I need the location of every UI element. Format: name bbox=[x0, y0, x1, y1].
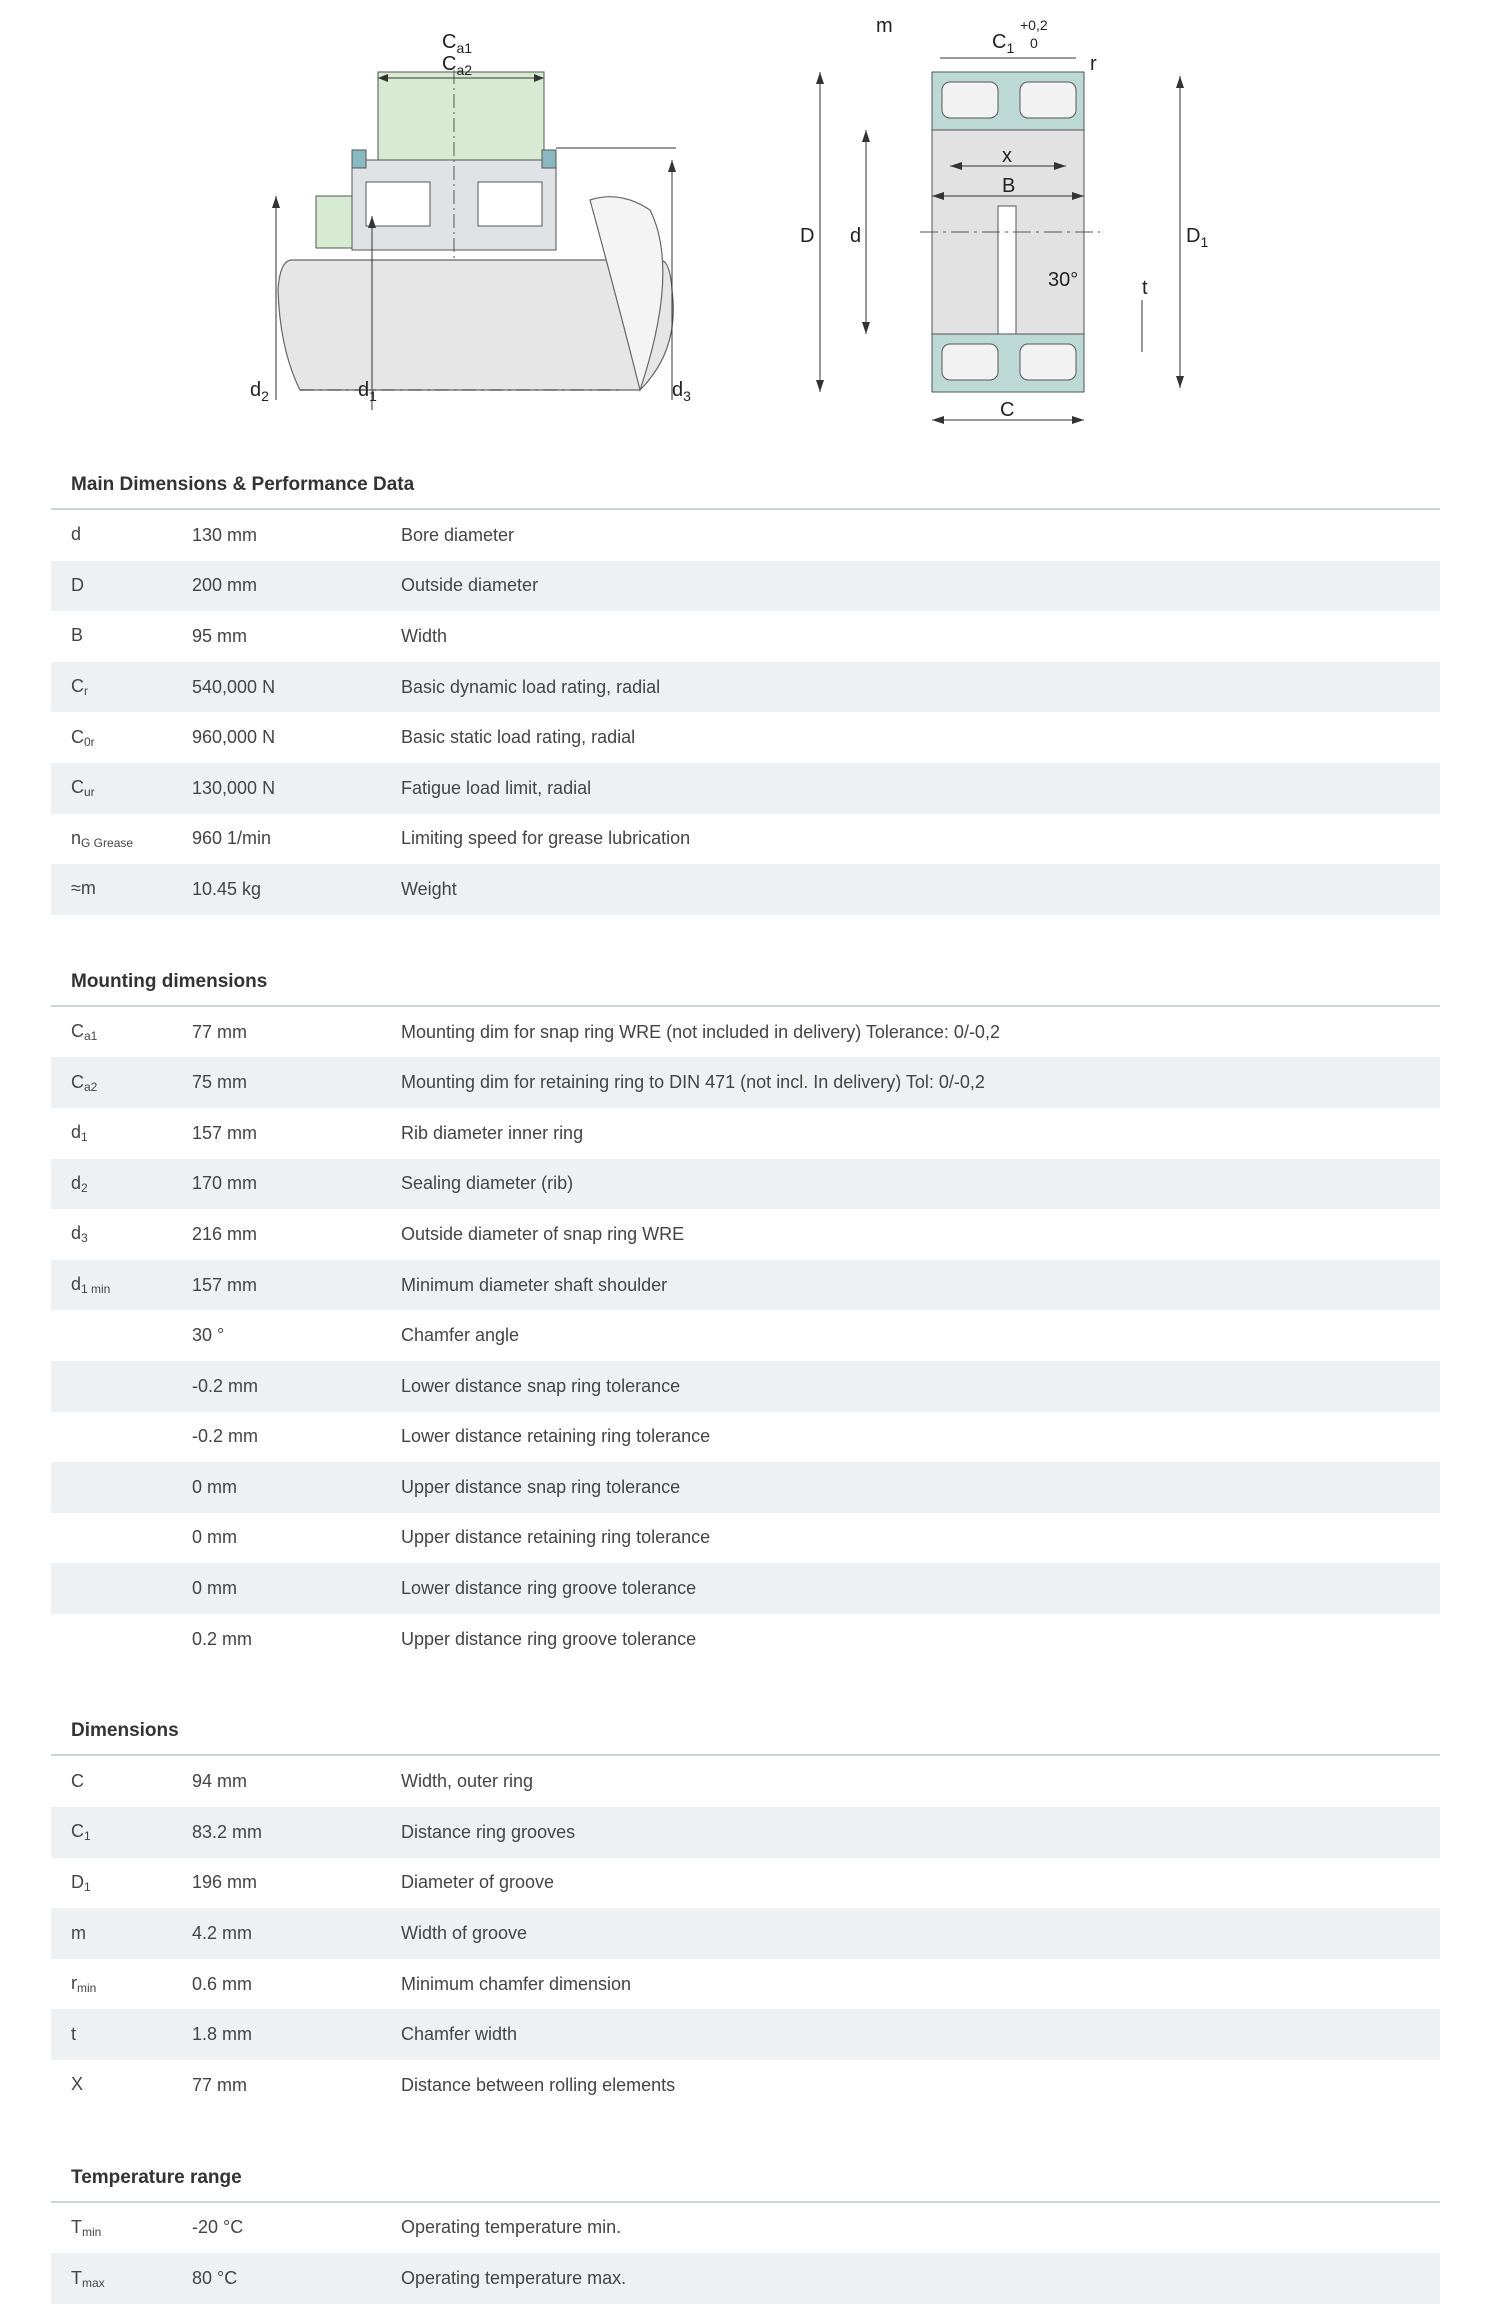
value-cell: 10.45 kg bbox=[192, 878, 262, 899]
description-cell: Lower distance snap ring tolerance bbox=[401, 1375, 681, 1396]
symbol-cell bbox=[51, 1771, 192, 1793]
spec-tables bbox=[51, 472, 1440, 2304]
symbol: d bbox=[71, 1172, 82, 1193]
description-cell: Mounting dim for snap ring WRE (not included in delivery) Tolerance: 0/-0,2 bbox=[401, 1021, 1000, 1042]
symbol-cell bbox=[51, 828, 192, 850]
symbol-cell bbox=[51, 1274, 192, 1296]
svg-text:D1: $D_1$ bbox=[1186, 225, 1209, 250]
bearing-drawings bbox=[0, 0, 1500, 450]
table-row bbox=[51, 1260, 1440, 1311]
description-cell: Operating temperature min. bbox=[401, 2217, 622, 2238]
table-row bbox=[51, 1807, 1440, 1858]
value-cell: 130,000 N bbox=[192, 777, 276, 798]
svg-text:30°: 30° bbox=[1048, 269, 1079, 291]
symbol: C bbox=[71, 1770, 84, 1791]
table-row bbox=[51, 2060, 1440, 2111]
description-cell: Upper distance retaining ring tolerance bbox=[401, 1527, 711, 1548]
table-row bbox=[51, 1462, 1440, 1513]
table-row bbox=[51, 864, 1440, 915]
description-cell: Weight bbox=[401, 878, 457, 899]
table-row bbox=[51, 1756, 1440, 1807]
symbol-cell bbox=[51, 1223, 192, 1245]
symbol: D bbox=[71, 1871, 84, 1892]
symbol: d bbox=[71, 1122, 82, 1143]
table-row bbox=[51, 1007, 1440, 1058]
description-cell: Distance ring grooves bbox=[401, 1821, 576, 1842]
symbol: m bbox=[71, 1922, 86, 1943]
svg-text:t: t bbox=[1142, 277, 1148, 299]
value-cell: 0.2 mm bbox=[192, 1628, 253, 1649]
symbol-subscript: min bbox=[77, 1981, 97, 1996]
mounting-drawing bbox=[240, 10, 720, 430]
svg-text:d2: $d_2$ bbox=[250, 379, 269, 404]
section-title: Mounting dimensions bbox=[51, 969, 1440, 1007]
table-row bbox=[51, 1908, 1440, 1959]
svg-text:Ca1: $C_{a1}$ bbox=[442, 31, 473, 56]
symbol-cell bbox=[51, 2268, 192, 2290]
description-cell: Basic static load rating, radial bbox=[401, 727, 636, 748]
value-cell: 200 mm bbox=[192, 575, 258, 596]
symbol-cell bbox=[51, 1821, 192, 1843]
symbol-subscript: 3 bbox=[81, 1231, 88, 1246]
description-cell: Width of groove bbox=[401, 1923, 528, 1944]
symbol-cell bbox=[51, 2217, 192, 2239]
symbol-cell bbox=[51, 524, 192, 546]
section-title: Dimensions bbox=[51, 1718, 1440, 1756]
table-row bbox=[51, 814, 1440, 865]
symbol-subscript: 0r bbox=[84, 734, 95, 749]
description-cell: Chamfer angle bbox=[401, 1325, 520, 1346]
table-row bbox=[51, 561, 1440, 612]
description-cell: Sealing diameter (rib) bbox=[401, 1173, 574, 1194]
spec-section bbox=[51, 969, 1440, 1665]
description-cell: Upper distance ring groove tolerance bbox=[401, 1628, 697, 1649]
description-cell: Rib diameter inner ring bbox=[401, 1122, 584, 1143]
svg-text:D: D bbox=[800, 225, 815, 247]
description-cell: Chamfer width bbox=[401, 2024, 518, 2045]
table-row bbox=[51, 510, 1440, 561]
table-row bbox=[51, 1108, 1440, 1159]
description-cell: Basic dynamic load rating, radial bbox=[401, 676, 661, 697]
symbol-cell bbox=[51, 2024, 192, 2046]
value-cell: 0 mm bbox=[192, 1578, 237, 1599]
symbol: C bbox=[71, 777, 84, 798]
value-cell: 130 mm bbox=[192, 524, 258, 545]
svg-text:m: m bbox=[876, 15, 893, 37]
svg-text:r: r bbox=[1090, 53, 1097, 75]
description-cell: Operating temperature max. bbox=[401, 2268, 627, 2289]
value-cell: -0.2 mm bbox=[192, 1426, 259, 1447]
table-row bbox=[51, 1513, 1440, 1564]
svg-text:C: C bbox=[1000, 399, 1015, 421]
symbol-cell bbox=[51, 1072, 192, 1094]
table-row bbox=[51, 1159, 1440, 1210]
description-cell: Limiting speed for grease lubrication bbox=[401, 828, 691, 849]
symbol-cell bbox=[51, 676, 192, 698]
description-cell: Outside diameter bbox=[401, 575, 539, 596]
symbol-cell bbox=[51, 1973, 192, 1995]
table-row bbox=[51, 1209, 1440, 1260]
symbol: C bbox=[71, 1071, 84, 1092]
value-cell: 1.8 mm bbox=[192, 2024, 253, 2045]
value-cell: 157 mm bbox=[192, 1122, 258, 1143]
symbol-cell bbox=[51, 1122, 192, 1144]
symbol-subscript: 2 bbox=[81, 1180, 88, 1195]
symbol: t bbox=[71, 2023, 77, 2044]
symbol: C bbox=[71, 1821, 84, 1842]
value-cell: 960,000 N bbox=[192, 727, 276, 748]
table-row bbox=[51, 1858, 1440, 1909]
table-row bbox=[51, 712, 1440, 763]
symbol-cell bbox=[51, 1021, 192, 1043]
symbol: T bbox=[71, 2267, 82, 2288]
spec-section bbox=[51, 1718, 1440, 2110]
value-cell: 94 mm bbox=[192, 1771, 248, 1792]
svg-text:0: 0 bbox=[1030, 35, 1038, 51]
symbol-subscript: a2 bbox=[84, 1079, 98, 1094]
symbol: d bbox=[71, 524, 82, 545]
section-title: Main Dimensions & Performance Data bbox=[51, 472, 1440, 510]
description-cell: Bore diameter bbox=[401, 524, 515, 545]
symbol: ≈m bbox=[71, 878, 96, 899]
table-row bbox=[51, 2009, 1440, 2060]
symbol: C bbox=[71, 1021, 84, 1042]
value-cell: 157 mm bbox=[192, 1274, 258, 1295]
symbol: d bbox=[71, 1223, 82, 1244]
description-cell: Distance between rolling elements bbox=[401, 2074, 676, 2095]
value-cell: 170 mm bbox=[192, 1173, 258, 1194]
spec-section bbox=[51, 2165, 1440, 2304]
value-cell: 0 mm bbox=[192, 1476, 237, 1497]
symbol: C bbox=[71, 726, 84, 747]
spec-section bbox=[51, 472, 1440, 915]
table-row bbox=[51, 2203, 1440, 2254]
symbol-subscript: min bbox=[82, 2224, 102, 2239]
symbol-cell bbox=[51, 1173, 192, 1195]
svg-text:Ca2: $C_{a2}$ bbox=[442, 53, 473, 78]
symbol: T bbox=[71, 2216, 82, 2237]
description-cell: Diameter of groove bbox=[401, 1872, 555, 1893]
symbol-subscript: a1 bbox=[84, 1029, 98, 1044]
value-cell: 4.2 mm bbox=[192, 1923, 253, 1944]
value-cell: 30 ° bbox=[192, 1325, 225, 1346]
symbol-cell bbox=[51, 625, 192, 647]
symbol-cell bbox=[51, 2074, 192, 2096]
symbol-cell bbox=[51, 575, 192, 597]
svg-text:C1: $C_1$ bbox=[992, 31, 1015, 56]
symbol-subscript: 1 bbox=[84, 1829, 91, 1844]
table-row bbox=[51, 611, 1440, 662]
table-row bbox=[51, 2253, 1440, 2304]
table-row bbox=[51, 662, 1440, 713]
value-cell: 216 mm bbox=[192, 1223, 258, 1244]
symbol-cell bbox=[51, 878, 192, 900]
value-cell: 75 mm bbox=[192, 1072, 248, 1093]
table-row bbox=[51, 1563, 1440, 1614]
symbol-cell bbox=[51, 1923, 192, 1945]
symbol-subscript: max bbox=[82, 2275, 105, 2290]
symbol-subscript: 1 bbox=[81, 1130, 88, 1145]
value-cell: 95 mm bbox=[192, 625, 248, 646]
svg-text:B: B bbox=[1002, 175, 1016, 197]
svg-text:d: d bbox=[850, 225, 862, 247]
description-cell: Minimum diameter shaft shoulder bbox=[401, 1274, 668, 1295]
value-cell: 77 mm bbox=[192, 1021, 248, 1042]
value-cell: 77 mm bbox=[192, 2074, 248, 2095]
symbol: D bbox=[71, 574, 84, 595]
description-cell: Upper distance snap ring tolerance bbox=[401, 1476, 681, 1497]
symbol-subscript: G Grease bbox=[81, 835, 134, 850]
symbol-subscript: 1 min bbox=[81, 1282, 111, 1297]
section-gap bbox=[51, 915, 1440, 969]
description-cell: Outside diameter of snap ring WRE bbox=[401, 1223, 685, 1244]
symbol: n bbox=[71, 827, 82, 848]
symbol-cell bbox=[51, 1872, 192, 1894]
svg-text:x: x bbox=[1002, 145, 1012, 167]
section-title: Temperature range bbox=[51, 2165, 1440, 2203]
svg-text:d3: $d_3$ bbox=[672, 379, 691, 404]
bearing-cross-section bbox=[790, 0, 1250, 440]
table-row bbox=[51, 1959, 1440, 2010]
symbol-cell bbox=[51, 727, 192, 749]
value-cell: -0.2 mm bbox=[192, 1375, 259, 1396]
description-cell: Lower distance retaining ring tolerance bbox=[401, 1426, 711, 1447]
description-cell: Minimum chamfer dimension bbox=[401, 1973, 632, 1994]
table-row bbox=[51, 1057, 1440, 1108]
description-cell: Width, outer ring bbox=[401, 1771, 534, 1792]
symbol: X bbox=[71, 2074, 84, 2095]
table-row bbox=[51, 1412, 1440, 1463]
value-cell: 196 mm bbox=[192, 1872, 258, 1893]
description-cell: Fatigue load limit, radial bbox=[401, 777, 592, 798]
symbol-subscript: 1 bbox=[84, 1879, 91, 1894]
value-cell: 540,000 N bbox=[192, 676, 276, 697]
value-cell: 0.6 mm bbox=[192, 1973, 253, 1994]
table-row bbox=[51, 1614, 1440, 1665]
symbol: r bbox=[71, 1973, 77, 1994]
symbol-cell bbox=[51, 777, 192, 799]
symbol-subscript: ur bbox=[84, 785, 95, 800]
table-row bbox=[51, 1361, 1440, 1412]
value-cell: 83.2 mm bbox=[192, 1821, 263, 1842]
symbol: C bbox=[71, 676, 84, 697]
symbol: d bbox=[71, 1274, 82, 1295]
description-cell: Mounting dim for retaining ring to DIN 471 (not incl. In delivery) Tol: 0/-0,2 bbox=[401, 1072, 985, 1093]
table-row bbox=[51, 1310, 1440, 1361]
table-row bbox=[51, 763, 1440, 814]
section-gap bbox=[51, 2111, 1440, 2165]
section-gap bbox=[51, 1664, 1440, 1718]
svg-text:+0,2: +0,2 bbox=[1020, 17, 1048, 33]
description-cell: Width bbox=[401, 625, 448, 646]
value-cell: -20 °C bbox=[192, 2217, 244, 2238]
value-cell: 0 mm bbox=[192, 1527, 237, 1548]
symbol-subscript: r bbox=[84, 684, 88, 699]
symbol: B bbox=[71, 625, 84, 646]
value-cell: 80 °C bbox=[192, 2268, 238, 2289]
description-cell: Lower distance ring groove tolerance bbox=[401, 1578, 697, 1599]
svg-text:d1: $d_1$ bbox=[358, 379, 377, 404]
value-cell: 960 1/min bbox=[192, 828, 272, 849]
